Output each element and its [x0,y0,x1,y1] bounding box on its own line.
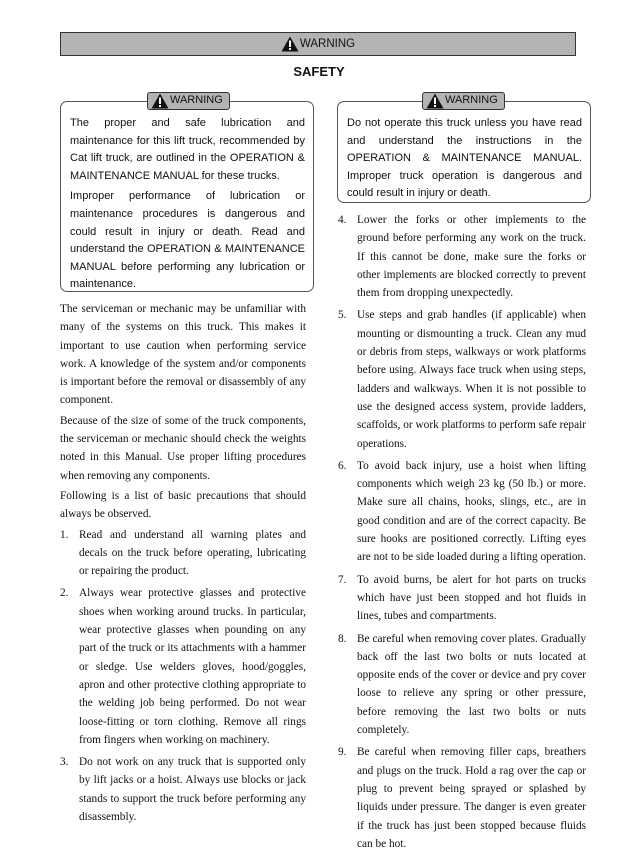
item-number: 3. [60,756,69,769]
list-item [338,571,586,626]
intro-paragraph: Following is a list of basic precautions that should always be observed. [60,489,306,521]
precautions-list-right [338,211,586,853]
list-item [338,457,586,567]
list-item [60,753,306,826]
right-column [338,211,586,857]
operation-warning-box [337,94,591,203]
page-title: SAFETY [293,64,345,79]
item-number: 6. [338,459,347,472]
item-text: Do not work on any truck that is supported only by lift jacks or a hoist. Always use blocks or jack stands to support the truck before performing any disassembly. [79,756,306,824]
list-item [338,743,586,853]
item-text: Be careful when removing filler caps, breathers and plugs on the truck. Hold a rag over the cap or plug to prevent being sprayed or splashed by liquids under pressure. The danger is even greater if the truck has just been stopped because fluids can be hot. [357,746,586,850]
intro-paragraph: Because of the size of some of the truck components, the serviceman or mechanic should check the weights noted in this Manual. Use proper lifting procedures when removing any components. [60,414,306,482]
left-warning-label: WARNING [170,94,223,107]
left-warning-paragraph: Improper performance of lubrication or maintenance procedures is dangerous and could result in injury or death. Read and understand the OPERATION & MAINTENANCE MANUAL before performing any lubrication or maintenance. [70,190,305,291]
item-text: Read and understand all warning plates and decals on the truck before operating, lubricating or repairing the product. [79,528,306,578]
left-warning-paragraph: The proper and safe lubrication and maintenance for this lift truck, recommended by Cat lift truck, are outlined in the OPERATION & MAINTENANCE MANUAL for these trucks. [70,117,305,182]
list-item [60,526,306,581]
item-text: Be careful when removing cover plates. Gradually back off the last two bolts or nuts located at opposite ends of the cover or device and pry cover loose to relieve any spring or other pressure, before removing the last two bolts or nuts completely. [357,632,586,737]
warning-triangle-icon [426,93,444,109]
item-text: Always wear protective glasses and protective shoes when working around trucks. In particular, wear protective glasses when pounding on any part of the truck or its attachments with a hammer or sledge. Use welders gloves, hood/goggles, apron and other protective clothing appropriate to the welding job being performed. Do not wear loose-fitting or torn clothing. Remove all rings from fingers when working on machinery. [79,587,306,746]
lubrication-warning-box [60,94,314,292]
left-column [60,300,306,830]
list-item [60,584,306,749]
right-warning-paragraph: Do not operate this truck unless you have read and understand the instructions in the OPERATION & MAINTENANCE MANUAL. Improper truck operation is dangerous and could result in injury or death. [347,117,582,200]
top-warning-banner [60,32,576,56]
item-number: 2. [60,587,69,600]
right-warning-tag [422,92,505,110]
list-item [338,630,586,740]
item-number: 7. [338,573,347,586]
warning-triangle-icon [151,93,169,109]
list-item [338,211,586,302]
precautions-list-left [60,526,306,827]
left-warning-tag [147,92,230,110]
item-number: 8. [338,632,347,645]
list-item [338,306,586,452]
item-number: 4. [338,214,347,226]
item-text: To avoid back injury, use a hoist when lifting components which weigh 23 kg (50 lb.) or more. Make sure all chains, hooks, slings, etc., are in good condition and are of the correct capacity. Be sure hooks are positioned correctly. Lifting eyes are not to be side loaded during a lifting operation. [357,459,587,564]
warning-triangle-icon [281,36,299,52]
item-text: To avoid burns, be alert for hot parts on trucks which have just been stopped and hot fluids in lines, tubes and compartments. [357,573,586,623]
item-number: 1. [60,528,69,541]
item-text: Use steps and grab handles (if applicable) when mounting or dismounting a truck. Clean any mud or debris from steps, walkways or work platforms before using. Always face truck when using steps, ladders and walkways. When it is not possible to use the designed access system, provide ladders, scaffolds, or work platforms to perform safe repair operations. [357,309,586,450]
item-number: 9. [338,746,347,759]
item-number: 5. [338,309,347,322]
top-warning-label: WARNING [299,38,356,50]
item-text: Lower the forks or other implements to the ground before performing any work on the truck. If this cannot be done, make sure the forks or other implements are blocked correctly to prevent them from dropping unexpectedly. [357,214,586,300]
intro-paragraph: The serviceman or mechanic may be unfamiliar with many of the systems on this truck. This makes it important to use caution when performing service work. A knowledge of the system and/or components is important before the removal or disassembly of any component. [60,303,306,407]
right-warning-label: WARNING [445,94,498,107]
